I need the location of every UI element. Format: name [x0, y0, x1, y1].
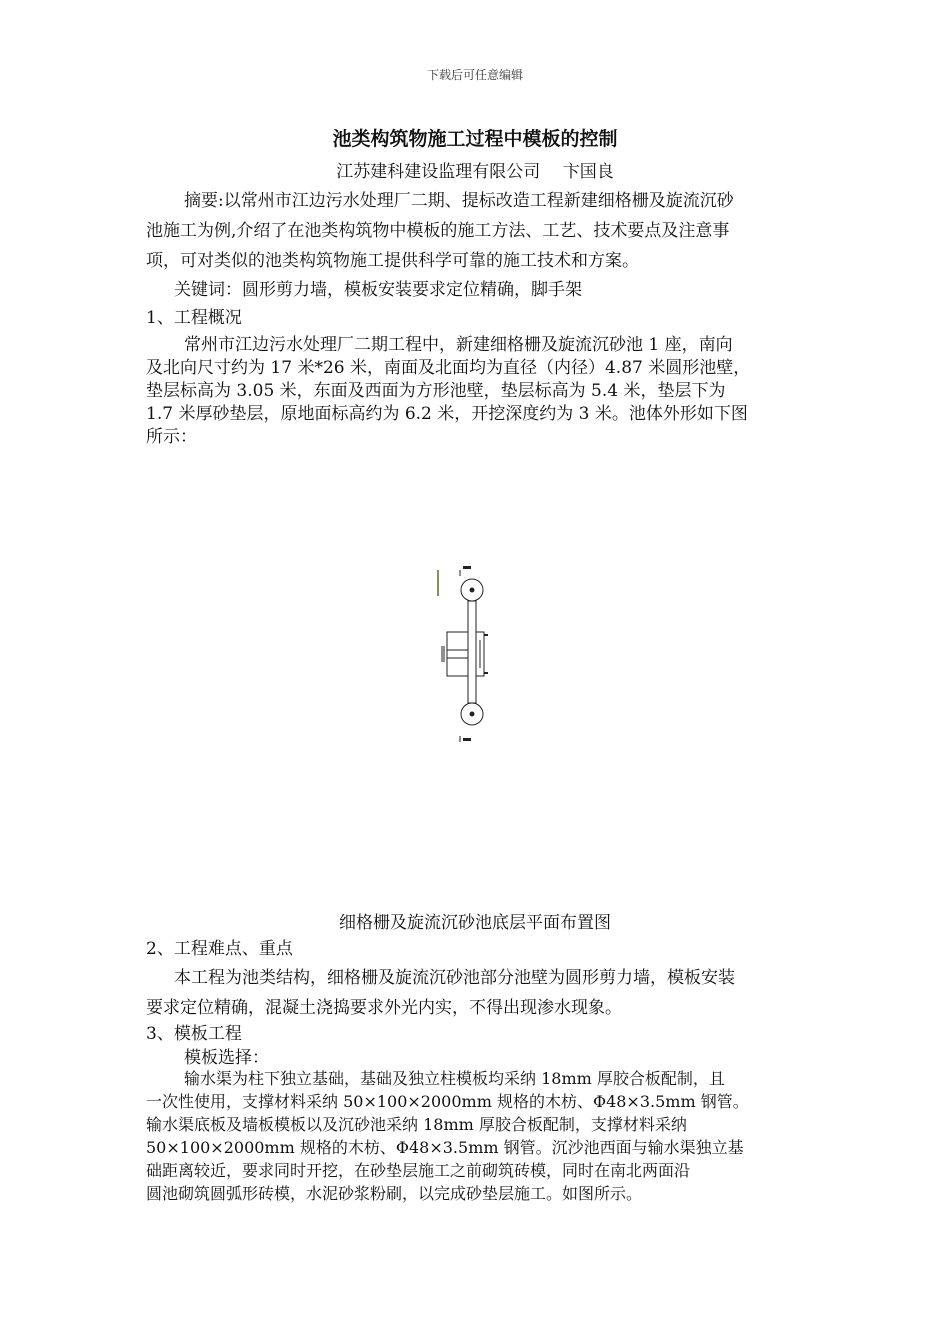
section-3-line-6: 圆池砌筑圆弧形砖模，水泥砂浆粉刷，以完成砂垫层施工。如图所示。 [146, 1184, 643, 1203]
abstract-line-3: 项，可对类似的池类构筑物施工提供科学可靠的施工技术和方案。 [146, 251, 639, 271]
section-3-heading: 3、模板工程 [146, 1024, 242, 1044]
plan-layout-figure [430, 560, 500, 750]
section-3-line-2: 一次性使用，支撑材料采纳 50×100×2000mm 规格的木枋、Φ48×3.5mm 钢管。 [146, 1092, 749, 1111]
section-2-line-2: 要求定位精确，混凝土浇捣要求外光内实，不得出现渗水现象。 [146, 998, 622, 1018]
section-2-line-1: 本工程为池类结构，细格栅及旋流沉砂池部分池壁为圆形剪力墙，模板安装 [174, 968, 735, 988]
section-3-line-4: 50×100×2000mm 规格的木枋、Φ48×3.5mm 钢管。沉沙池西面与输水渠独立基 [146, 1138, 744, 1157]
section-2-heading: 2、工程难点、重点 [146, 939, 293, 959]
section-1-line-2: 及北向尺寸约为 17 米*26 米，南面及北面均为直径（内径）4.87 米圆形池壁， [146, 358, 751, 378]
document-title: 池类构筑物施工过程中模板的控制 [332, 128, 618, 150]
section-3-line-3: 输水渠底板及墙板模板以及沉砂池采纳 18mm 厚胶合板配制，支撑材料采纳 [146, 1115, 687, 1134]
page-header: 下载后可任意编辑 [426, 68, 523, 82]
section-1-line-1: 常州市江边污水处理厂二期工程中，新建细格栅及旋流沉砂池 1 座，南向 [184, 335, 733, 355]
abstract-line-2: 池施工为例,介绍了在池类构筑物中模板的施工方法、工艺、技术要点及注意事 [146, 221, 730, 241]
author-line: 江苏建科建设监理有限公司 卞国良 [336, 162, 614, 182]
section-1-line-4: 1.7 米厚砂垫层，原地面标高约为 6.2 米，开挖深度约为 3 米。池体外形如下图 [146, 404, 748, 424]
section-1-heading: 1、工程概况 [146, 308, 242, 328]
section-1-line-5: 所示： [146, 427, 197, 447]
abstract-line-1: 摘要:以常州市江边污水处理厂二期、提标改造工程新建细格栅及旋流沉砂 [184, 191, 734, 211]
figure-caption: 细格栅及旋流沉砂池底层平面布置图 [339, 913, 611, 933]
section-3-subheading: 模板选择： [184, 1048, 269, 1068]
section-3-line-1: 输水渠为柱下独立基础，基础及独立柱模板均采纳 18mm 厚胶合板配制，且 [184, 1069, 725, 1088]
section-1-line-3: 垫层标高为 3.05 米，东面及西面为方形池壁，垫层标高为 5.4 米，垫层下为 [146, 381, 726, 401]
section-3-line-5: 础距离较近，要求同时开挖，在砂垫层施工之前砌筑砖模，同时在南北两面沿 [146, 1161, 691, 1180]
keywords: 关键词：圆形剪力墙，模板安装要求定位精确，脚手架 [174, 280, 582, 300]
